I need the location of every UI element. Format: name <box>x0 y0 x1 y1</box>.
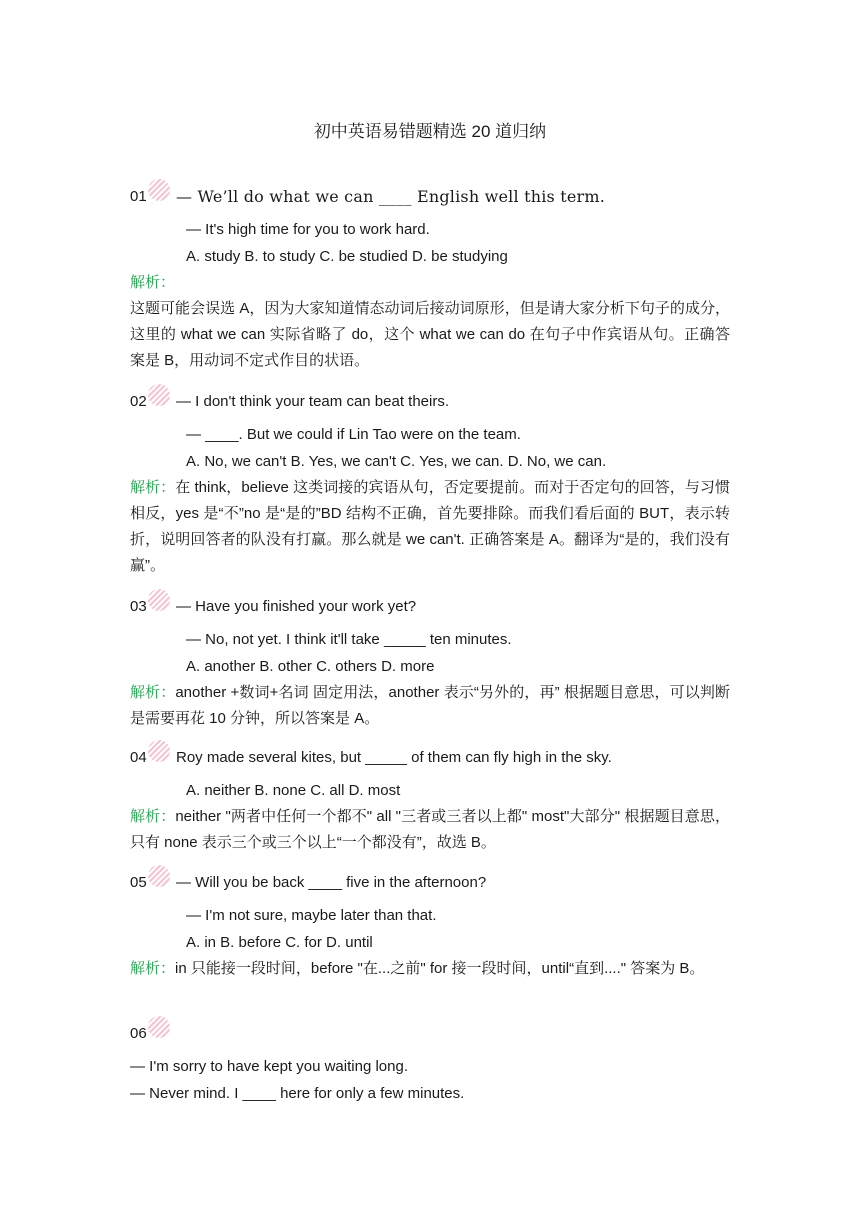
dialogue-line: — I'm not sure, maybe later than that. <box>186 907 437 924</box>
question-02 <box>130 388 730 579</box>
explanation <box>130 956 730 982</box>
question-number: 01 <box>130 187 147 205</box>
question-number: 04 <box>130 748 147 766</box>
question-header <box>130 869 730 895</box>
question-header <box>130 1020 730 1046</box>
explanation-text: 在 think，believe 这类词接的宾语从句，否定要提前。而对于否定句的回答，与习惯相反，yes 是“不”no 是“是的”BD 结构不正确，首先要排除。而我们看后面的 BUT，表示转折，说明回答者的队没有打赢。那么就是 we can't. 正确答案是 A。翻译为“是的，我们没有赢”。 <box>130 479 730 574</box>
question-header <box>130 388 730 414</box>
question-04 <box>130 744 730 856</box>
answer-options: A. in B. before C. for D. until <box>186 934 373 951</box>
dialogue-line: — ____. But we could if Lin Tao were on the team. <box>186 426 521 443</box>
question-number: 02 <box>130 392 147 410</box>
question-stem: Roy made several kites, but _____ of them can fly high in the sky. <box>176 748 612 766</box>
decorative-circle-icon <box>148 740 170 762</box>
explanation-label: 解析： <box>130 479 176 496</box>
decorative-circle-icon <box>148 865 170 887</box>
explanation <box>130 475 730 579</box>
explanation-label: 解析： <box>130 274 176 291</box>
question-number: 03 <box>130 597 147 615</box>
question-stem: — Have you finished your work yet? <box>176 597 417 615</box>
question-header <box>130 183 730 209</box>
decorative-circle-icon <box>148 384 170 406</box>
answer-options: A. No, we can't B. Yes, we can't C. Yes, we can. D. No, we can. <box>186 453 607 470</box>
question-header <box>130 593 730 619</box>
question-05 <box>130 869 730 982</box>
dialogue-line: — It's high time for you to work hard. <box>186 221 430 238</box>
question-stem: — Will you be back ____ five in the afternoon? <box>176 873 487 891</box>
dialogue-line: — Never mind. I ____ here for only a few minutes. <box>130 1085 465 1102</box>
answer-options: A. study B. to study C. be studied D. be studying <box>186 248 508 265</box>
answer-options: A. neither B. none C. all D. most <box>186 782 401 799</box>
question-01 <box>130 183 730 374</box>
explanation <box>130 680 730 732</box>
question-header <box>130 744 730 770</box>
explanation-label: 解析： <box>130 960 176 977</box>
question-06 <box>130 1020 730 1107</box>
decorative-circle-icon <box>148 179 170 201</box>
explanation <box>130 804 730 856</box>
question-number: 06 <box>130 1024 147 1042</box>
dialogue-line: — I'm sorry to have kept you waiting long. <box>130 1058 408 1075</box>
decorative-circle-icon <box>148 589 170 611</box>
question-03 <box>130 593 730 732</box>
page-title: 初中英语易错题精选 20 道归纳 <box>313 122 547 141</box>
explanation-text: neither "两者中任何一个都不" all "三者或三者以上都" most"大部分" 根据题目意思，只有 none 表示三个或三个以上“一个都没有”，故选 B。 <box>130 808 730 851</box>
explanation-text: 这题可能会误选 A，因为大家知道情态动词后接动词原形，但是请大家分析下句子的成分，这里的 what we can 实际省略了 do，这个 what we can do 在句子中作宾语从句。正确答案是 B，用动词不定式作目的状语。 <box>130 300 730 369</box>
question-stem: — I don't think your team can beat theirs. <box>176 392 450 410</box>
question-number: 05 <box>130 873 147 891</box>
explanation-label: 解析： <box>130 684 176 701</box>
answer-options: A. another B. other C. others D. more <box>186 658 435 675</box>
explanation-text: in 只能接一段时间，before "在...之前" for 接一段时间，until“直到...." 答案为 B。 <box>175 960 705 977</box>
explanation-label: 解析： <box>130 808 176 825</box>
explanation-text: another +数词+名词 固定用法，another 表示“另外的，再” 根据题目意思，可以判断是需要再花 10 分钟，所以答案是 A。 <box>130 684 730 727</box>
decorative-circle-icon <box>148 1016 170 1038</box>
explanation <box>130 270 730 374</box>
dialogue-line: — No, not yet. I think it'll take _____ ten minutes. <box>186 631 512 648</box>
question-stem: — We’ll do what we can ____ English well this term. <box>176 186 606 206</box>
